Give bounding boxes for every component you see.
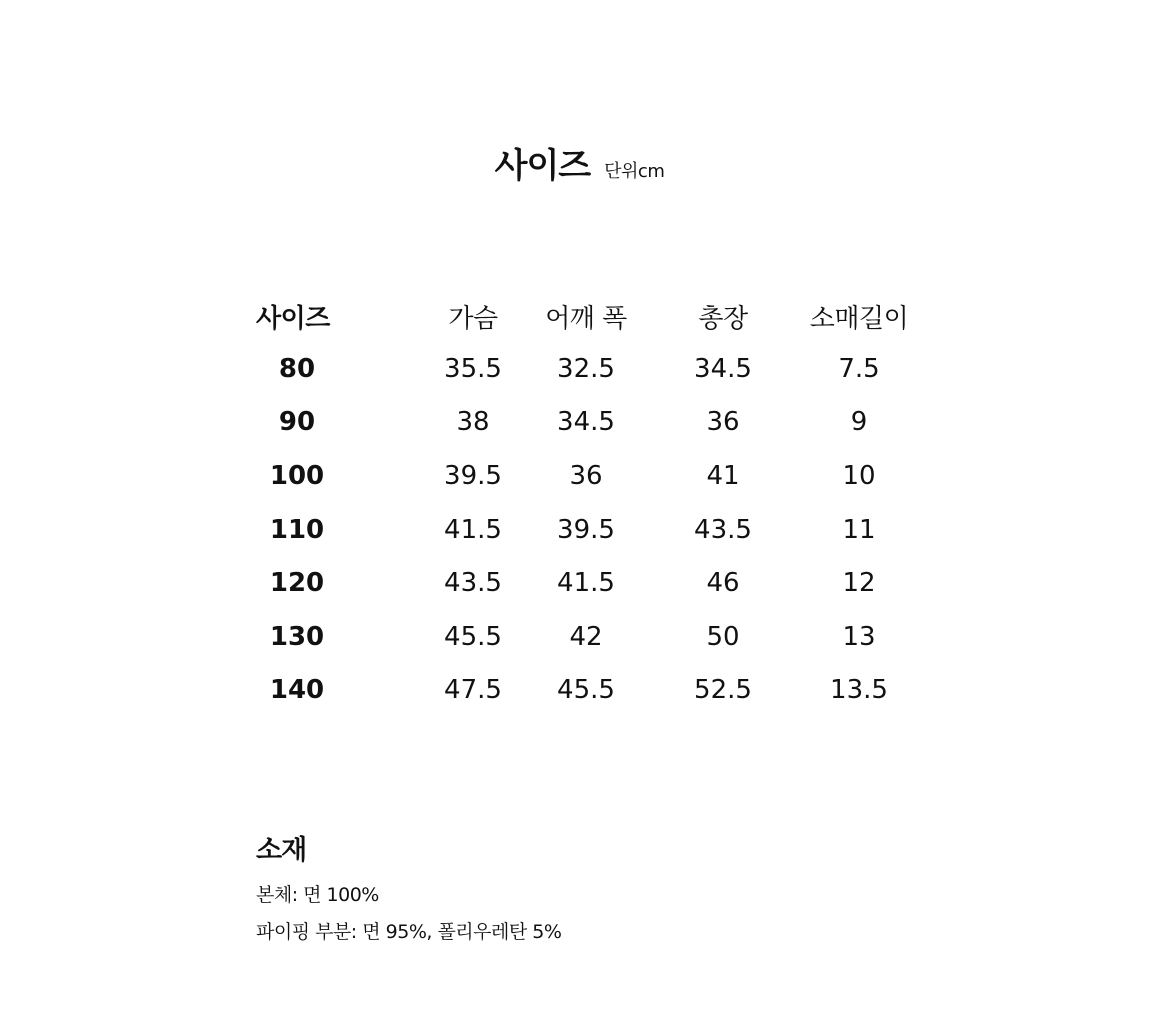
header-chest: 가슴 <box>448 303 498 334</box>
page-header <box>0 138 1159 187</box>
table-row <box>250 342 914 396</box>
cell-size: 120 <box>269 568 325 599</box>
cell-size: 110 <box>269 514 325 545</box>
material-line-body: 본체: 면 100% <box>256 884 379 906</box>
cell-spacer <box>344 396 416 450</box>
table-row <box>250 556 914 610</box>
cell-total-length: 46 <box>706 568 740 599</box>
unit-label: 단위cm <box>604 161 665 182</box>
cell-size: 80 <box>278 353 316 384</box>
material-section <box>256 828 561 951</box>
cell-size: 100 <box>269 460 325 491</box>
cell-spacer <box>344 556 416 610</box>
cell-chest: 39.5 <box>444 460 502 491</box>
cell-shoulder-width: 45.5 <box>557 675 615 706</box>
cell-sleeve-length: 10 <box>842 460 876 491</box>
cell-chest: 38 <box>456 407 490 438</box>
header-sleeve-length: 소매길이 <box>809 303 909 334</box>
cell-total-length: 43.5 <box>694 514 752 545</box>
cell-sleeve-length: 13.5 <box>830 675 888 706</box>
table-row <box>250 664 914 718</box>
cell-sleeve-length: 7.5 <box>838 353 880 384</box>
cell-chest: 45.5 <box>444 621 502 652</box>
cell-total-length: 34.5 <box>694 353 752 384</box>
header-total-length: 총장 <box>698 303 748 334</box>
page-title: 사이즈 <box>494 146 591 186</box>
cell-shoulder-width: 41.5 <box>557 568 615 599</box>
material-line-piping: 파이핑 부분: 면 95%, 폴리우레탄 5% <box>256 921 562 943</box>
cell-chest: 43.5 <box>444 568 502 599</box>
cell-spacer <box>344 503 416 557</box>
cell-total-length: 36 <box>706 407 740 438</box>
cell-spacer <box>344 610 416 664</box>
table-row <box>250 610 914 664</box>
header-shoulder-width: 어깨 폭 <box>545 303 627 334</box>
cell-sleeve-length: 9 <box>850 407 868 438</box>
cell-shoulder-width: 34.5 <box>557 407 615 438</box>
cell-total-length: 50 <box>706 621 740 652</box>
cell-chest: 35.5 <box>444 353 502 384</box>
cell-spacer <box>344 342 416 396</box>
cell-total-length: 52.5 <box>694 675 752 706</box>
cell-size: 130 <box>269 621 325 652</box>
cell-spacer <box>344 449 416 503</box>
cell-sleeve-length: 13 <box>842 621 876 652</box>
cell-spacer <box>344 664 416 718</box>
cell-sleeve-length: 11 <box>842 514 876 545</box>
cell-shoulder-width: 42 <box>569 621 603 652</box>
header-spacer <box>344 290 416 342</box>
cell-shoulder-width: 36 <box>569 460 603 491</box>
table-row <box>250 449 914 503</box>
cell-size: 90 <box>278 407 316 438</box>
cell-chest: 41.5 <box>444 514 502 545</box>
table-row <box>250 396 914 450</box>
cell-shoulder-width: 39.5 <box>557 514 615 545</box>
cell-total-length: 41 <box>706 460 740 491</box>
size-chart-table <box>250 290 914 717</box>
header-size: 사이즈 <box>256 303 330 334</box>
table-row <box>250 503 914 557</box>
cell-chest: 47.5 <box>444 675 502 706</box>
cell-size: 140 <box>269 675 325 706</box>
table-header-row <box>250 290 914 342</box>
material-title: 소재 <box>256 835 307 866</box>
cell-shoulder-width: 32.5 <box>557 353 615 384</box>
cell-sleeve-length: 12 <box>842 568 876 599</box>
